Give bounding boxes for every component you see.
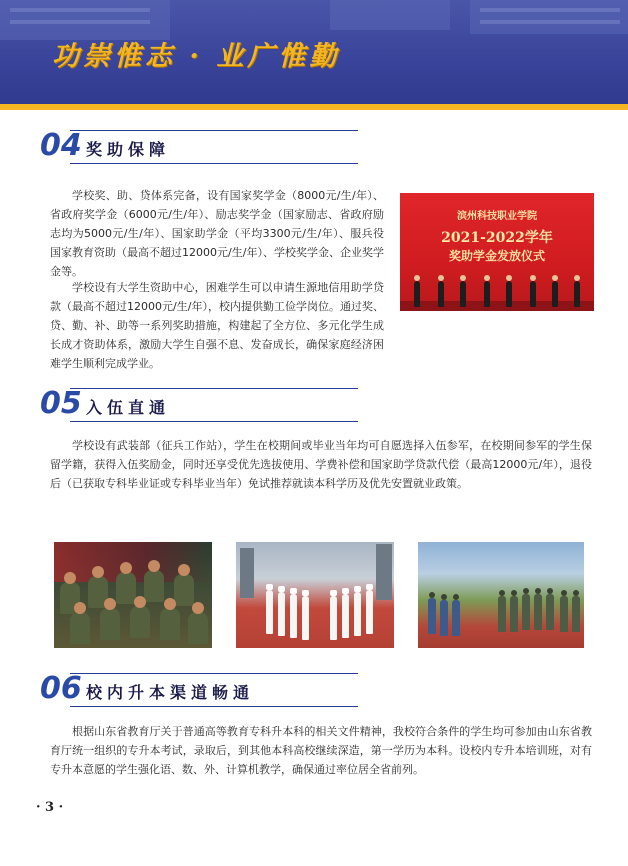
divider	[70, 706, 358, 707]
military-drill-photo	[418, 542, 584, 648]
divider	[70, 388, 358, 389]
section-number: 05	[40, 386, 82, 421]
section-05-header	[40, 388, 330, 424]
divider	[70, 163, 358, 164]
soldiers-photo	[54, 542, 212, 648]
ceremony-event: 奖助学金发放仪式	[448, 249, 545, 263]
section-title: 校内升本渠道畅通	[86, 683, 255, 702]
page-number: · 3 ·	[36, 800, 64, 815]
section-title: 入伍直通	[86, 398, 171, 417]
footer	[0, 848, 628, 866]
section-04-paragraph-1: 学校奖、助、贷体系完备，设有国家奖学金（8000元/生/年）、省政府奖学金（6000元/生/年）、励志奖学金（国家励志、省政府励志均为5000元/生/年）、国家助学金（平均3300元/生/年）、服兵役国家教育资助（最高不超过12000元/生/年）、学校奖学金、企业奖学金等。	[50, 189, 384, 278]
section-04-header	[40, 130, 330, 166]
section-title: 奖助保障	[86, 140, 171, 159]
header-banner	[0, 0, 628, 110]
divider	[70, 673, 358, 674]
sailors-photo	[236, 542, 394, 648]
banner-title: 功崇惟志 · 业广惟勤	[52, 41, 341, 72]
ceremony-year: 2021-2022学年	[441, 230, 553, 246]
section-05-paragraph: 学校设有武装部（征兵工作站），学生在校期间或毕业当年均可自愿选择入伍参军，在校期间参军的学生保留学籍，获得入伍奖励金，同时还享受优先选拔使用、学费补偿和国家助学贷款代偿（最高12000元/年），退役后（已获取专科毕业证或专科毕业当年）免试推荐就读本科学历及优先安置就业政策。	[50, 439, 592, 490]
section-06-header	[40, 673, 330, 709]
banner-stripe	[0, 104, 628, 110]
ceremony-school-name: 滨州科技职业学院	[457, 211, 537, 222]
section-04-paragraph-2: 学校设有大学生资助中心，困难学生可以申请生源地信用助学贷款（最高不超过12000元/生/年），校内提供勤工俭学岗位。通过奖、贷、勤、补、助等一系列奖助措施，构建起了全方位、多元化学生成长成才资助体系，激励大学生自强不息、发奋成长，确保家庭经济困难学生顺利完成学业。	[50, 281, 384, 370]
section-number: 04	[40, 128, 82, 163]
section-number: 06	[40, 671, 82, 706]
divider	[70, 130, 358, 131]
award-ceremony-photo	[400, 193, 594, 311]
divider	[70, 421, 358, 422]
section-06-paragraph: 根据山东省教育厅关于普通高等教育专科升本科的相关文件精神，我校符合条件的学生均可参加由山东省教育厅统一组织的专升本考试，录取后，到其他本科高校继续深造，第一学历为本科。设校内专升本培训班，对有专升本意愿的学生强化语、数、外、计算机教学，确保通过率位居全省前列。	[50, 725, 592, 776]
